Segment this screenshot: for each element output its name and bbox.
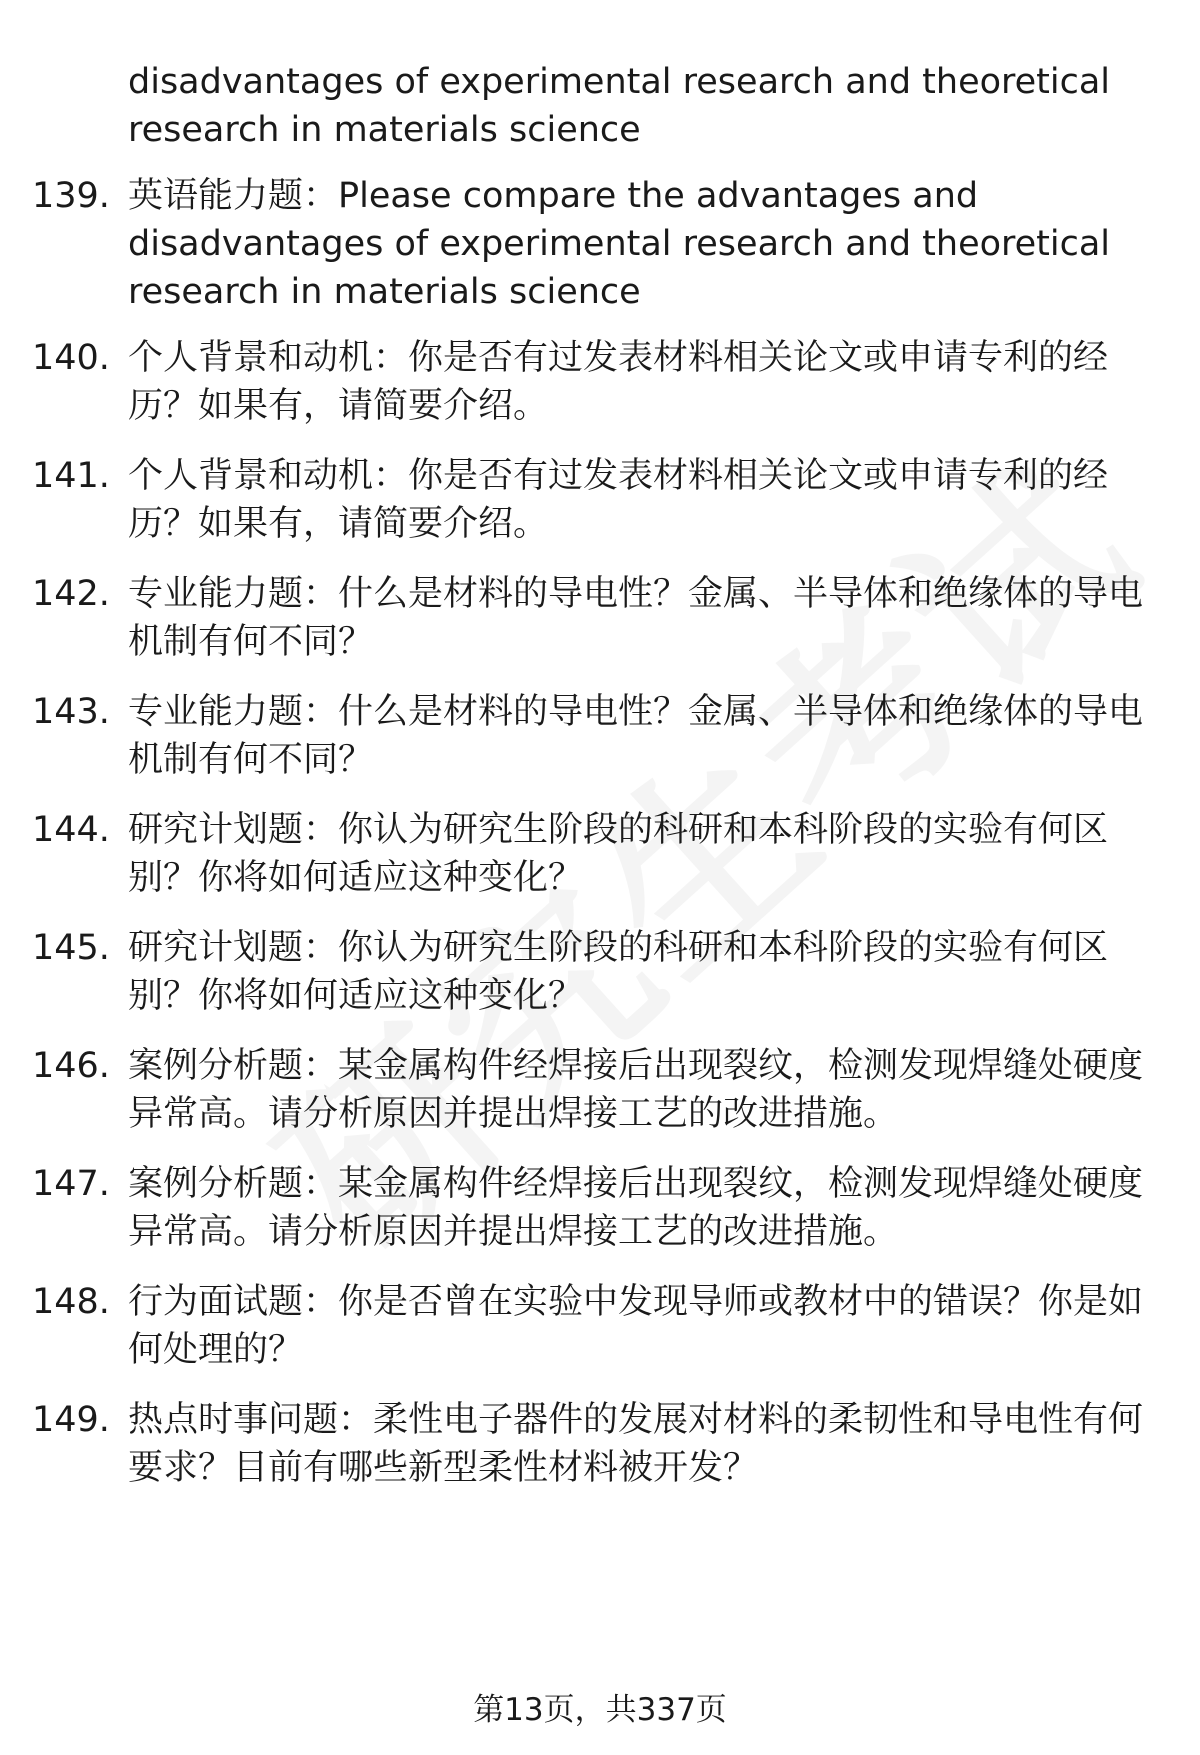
item-number: 140. <box>32 338 110 378</box>
item-text: 热点时事问题：柔性电子器件的发展对材料的柔韧性和导电性有何要求？目前有哪些新型柔性材料被开发？ <box>128 1400 1144 1488</box>
item-number: 142. <box>32 574 110 614</box>
item-text: 专业能力题：什么是材料的导电性？金属、半导体和绝缘体的导电机制有何不同？ <box>128 692 1144 780</box>
item-text: 研究计划题：你认为研究生阶段的科研和本科阶段的实验有何区别？你将如何适应这种变化？ <box>128 810 1109 898</box>
item-number: 141. <box>32 456 110 496</box>
item-number: 145. <box>32 928 110 968</box>
item-number: 148. <box>32 1282 110 1322</box>
item-number: 146. <box>32 1046 110 1086</box>
item-text: 研究计划题：你认为研究生阶段的科研和本科阶段的实验有何区别？你将如何适应这种变化？ <box>128 928 1109 1016</box>
page-footer: 第13页，共337页 <box>473 1692 727 1728</box>
item-number: 139. <box>32 176 110 216</box>
item-text: 案例分析题：某金属构件经焊接后出现裂纹，检测发现焊缝处硬度异常高。请分析原因并提出焊接工艺的改进措施。 <box>128 1164 1144 1252</box>
item-number: 143. <box>32 692 110 732</box>
item-text: 案例分析题：某金属构件经焊接后出现裂纹，检测发现焊缝处硬度异常高。请分析原因并提出焊接工艺的改进措施。 <box>128 1046 1144 1134</box>
item-text: 行为面试题：你是否曾在实验中发现导师或教材中的错误？你是如何处理的？ <box>128 1282 1144 1370</box>
item-number: 147. <box>32 1164 110 1204</box>
item-text: 英语能力题：Please compare the advantages and disadvantages of experimental research and theoretical research in materials science <box>128 176 1111 312</box>
item-text: 专业能力题：什么是材料的导电性？金属、半导体和绝缘体的导电机制有何不同？ <box>128 574 1144 662</box>
item-text: disadvantages of experimental research and theoretical research in materials science <box>128 62 1111 150</box>
item-text: 个人背景和动机：你是否有过发表材料相关论文或申请专利的经历？如果有，请简要介绍。 <box>128 338 1109 426</box>
item-text: 个人背景和动机：你是否有过发表材料相关论文或申请专利的经历？如果有，请简要介绍。 <box>128 456 1109 544</box>
item-number: 149. <box>32 1400 110 1440</box>
item-number: 144. <box>32 810 110 850</box>
